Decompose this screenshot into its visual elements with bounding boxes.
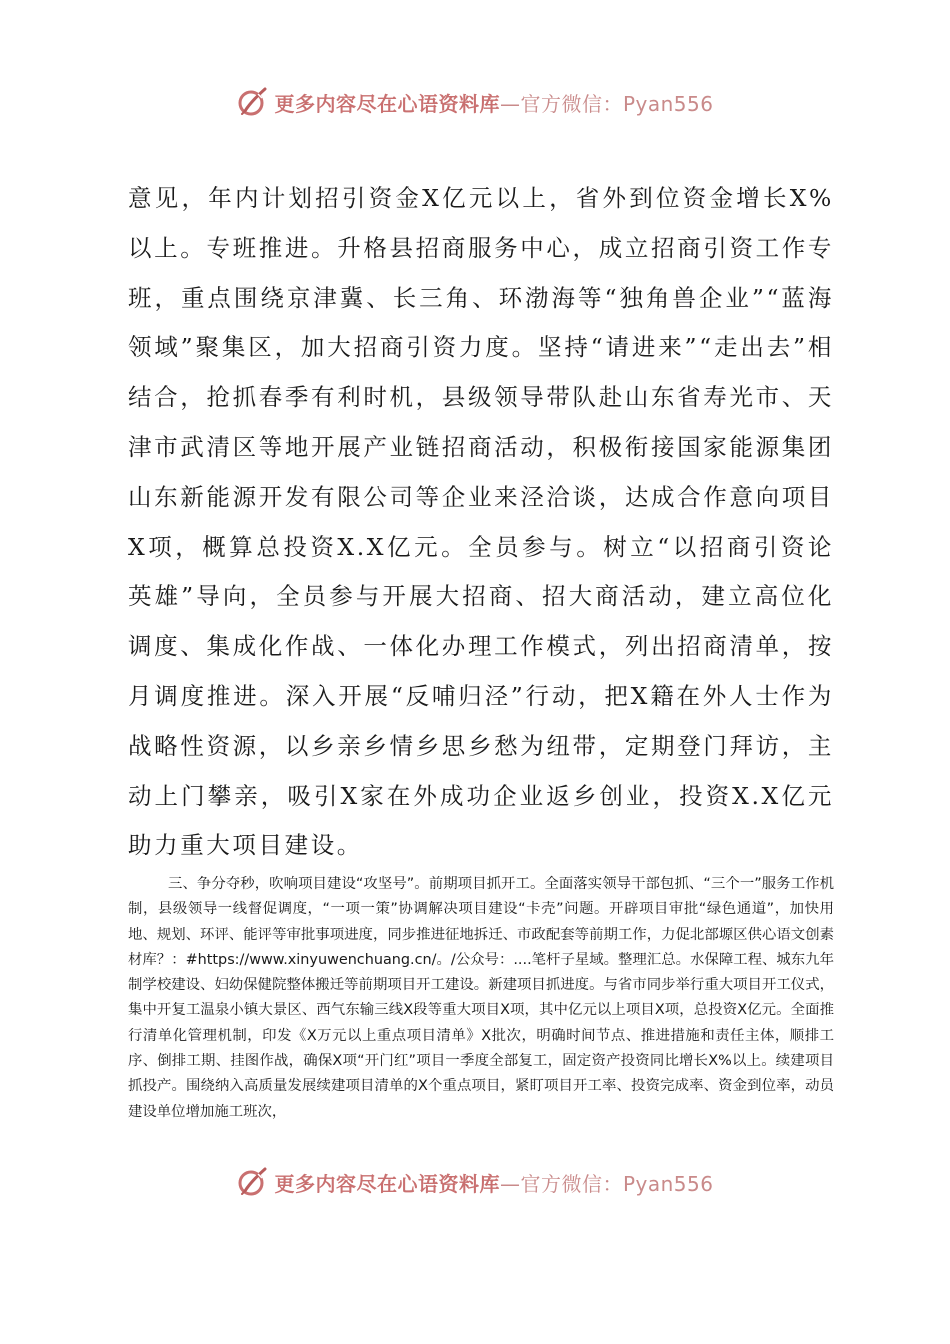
watermark-separator: — bbox=[499, 91, 521, 116]
watermark-contact: 官方微信：Pyan556 bbox=[520, 1171, 714, 1196]
watermark-text bbox=[274, 1168, 713, 1197]
watermark-text bbox=[274, 88, 713, 117]
watermark-contact: 官方微信：Pyan556 bbox=[520, 91, 714, 116]
brush-pen-logo-icon bbox=[236, 1165, 270, 1199]
main-paragraph: 意见，年内计划招引资金X亿元以上，省外到位资金增长X%以上。专班推进。升格县招商服务中心，成立招商引资工作专班，重点围绕京津冀、长三角、环渤海等“独角兽企业”“蓝海领域”聚集区，加大招商引资力度。坚持“请进来”“走出去”相结合，抢抓春季有利时机，县级领导带队赴山东省寿光市、天津市武清区等地开展产业链招商活动，积极衔接国家能源集团山东新能源开发有限公司等企业来泾洽谈，达成合作意向项目X项，概算总投资X.X亿元。全员参与。树立“以招商引资论英雄”导向，全员参与开展大招商、招大商活动，建立高位化调度、集成化作战、一体化办理工作模式，列出招商清单，按月调度推进。深入开展“反哺归泾”行动，把X籍在外人士作为战略性资源，以乡亲乡情乡思乡愁为纽带，定期登门拜访，主动上门攀亲，吸引X家在外成功企业返乡创业，投资X.X亿元助力重大项目建设。 bbox=[128, 184, 834, 860]
watermark-brand: 更多内容尽在心语资料库 bbox=[274, 1171, 500, 1196]
watermark-banner-top bbox=[0, 80, 950, 124]
brush-pen-logo-icon bbox=[236, 85, 270, 119]
watermark-separator: — bbox=[499, 1171, 521, 1196]
watermark-brand: 更多内容尽在心语资料库 bbox=[274, 91, 500, 116]
watermark-banner-bottom bbox=[0, 1160, 950, 1204]
section-three-paragraph: 三、争分夺秒，吹响项目建设“攻坚号”。前期项目抓开工。全面落实领导干部包抓、“三个一”服务工作机制，县级领导一线督促调度，“一项一策”协调解决项目建设“卡壳”问题。开辟项目审批“绿色通道”，加快用地、规划、环评、能评等审批事项进度，同步推进征地拆迁、市政配套等前期工作，力促北部塬区供心语文创素材库？：#https://www.xinyuwenchuang.cn/。/公众号：....笔杆子星域。整理汇总。水保障工程、城东九年制学校建设、妇幼保健院整体搬迁等前期项目开工建设。新建项目抓进度。与省市同步举行重大项目开工仪式，集中开复工温泉小镇大景区、西气东输三线X段等重大项目X项，其中亿元以上项目X项，总投资X亿元。全面推行清单化管理机制，印发《X万元以上重点项目清单》X批次，明确时间节点、推进措施和责任主体，顺排工序、倒排工期、挂图作战，确保X项“开门红”项目一季度全部复工，固定资产投资同比增长X%以上。续建项目抓投产。围绕纳入高质量发展续建项目清单的X个重点项目，紧盯项目开工率、投资完成率、资金到位率，动员建设单位增加施工班次， bbox=[128, 876, 834, 1120]
